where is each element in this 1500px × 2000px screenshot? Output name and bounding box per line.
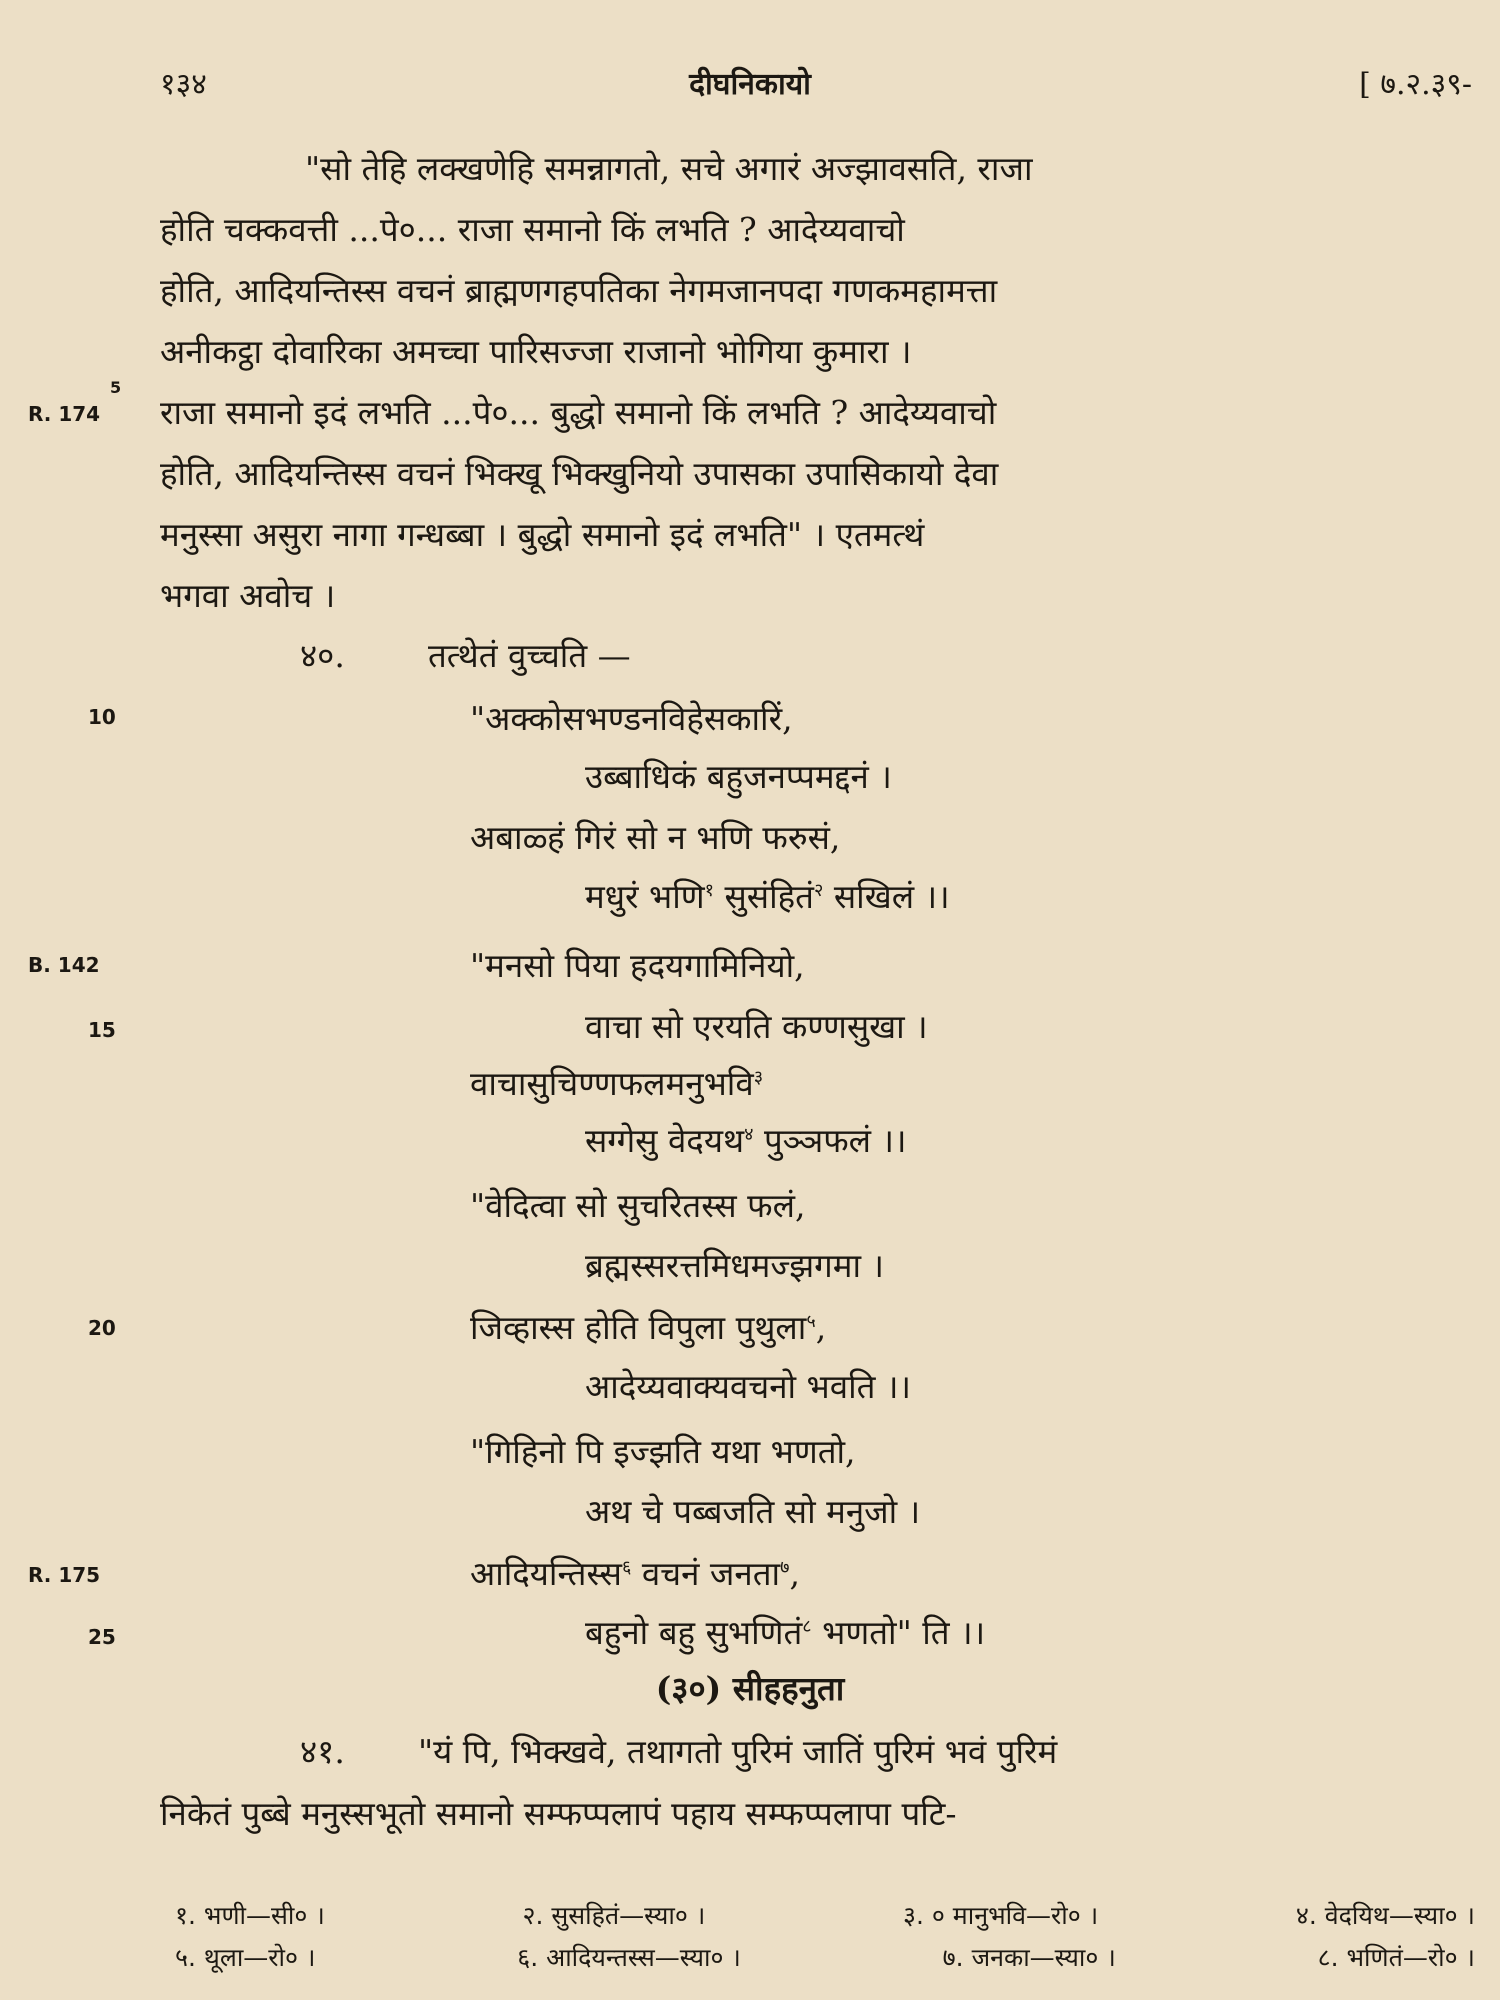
section-heading: (३०) सीहहनुता <box>655 1669 845 1708</box>
verse-line: जिव्हास्स होति विपुला पुथुला$^५$, <box>470 1308 827 1347</box>
margin-ref-r175: R. 175 <box>28 1563 101 1587</box>
verse-line: मधुरं भणि$^१$ सुसंहितं$^२$ सखिलं ।। <box>585 877 950 916</box>
book-title: दीघनिकायो <box>689 67 811 102</box>
verse-line: आदियन्तिस्स$^६$ वचनं जनता$^७$, <box>470 1554 800 1593</box>
paragraph-39 <box>160 138 1475 626</box>
footnote: ८. भणितं—रो० । <box>1317 1943 1475 1972</box>
text-line: "यं पि, भिक्खवे, तथागतो पुरिमं जातिं पुरिमं भवं पुरिमं <box>418 1732 1058 1771</box>
verse-line: सग्गेसु वेदयथ$^४$ पुञ्ञफलं ।। <box>585 1121 907 1160</box>
verse-line: वाचासुचिण्णफलमनुभवि$^३$ <box>470 1064 764 1103</box>
text-line: भगवा अवोच । <box>160 576 336 615</box>
verse-line: वाचा सो एरयति कण्णसुखा । <box>585 1007 928 1046</box>
text-line: अनीकट्ठा दोवारिका अमच्चा पारिसज्जा राजानो भोगिया कुमारा । <box>160 332 912 371</box>
margin-ref-r174: R. 174 <box>28 402 101 426</box>
verse-line: बहुनो बहु सुभणितं$^८$ भणतो" ति ।। <box>585 1613 986 1652</box>
verse-line: "वेदित्वा सो सुचरितस्स फलं, <box>470 1186 806 1225</box>
footnote: १. भणी—सी० । <box>175 1901 325 1930</box>
footnote: ६. आदियन्तस्स—स्या० । <box>517 1943 741 1972</box>
text-line: मनुस्सा असुरा नागा गन्धब्बा । बुद्धो समानो इदं लभति" । एतमत्थं <box>160 515 925 554</box>
footnote: ७. जनका—स्या० । <box>942 1943 1116 1972</box>
verse-line: उब्बाधिकं बहुजनप्पमद्दनं । <box>585 757 892 796</box>
margin-line-20: 20 <box>88 1316 116 1340</box>
section-reference: [ ७.२.३९- <box>1359 67 1472 102</box>
margin-line-10: 10 <box>88 705 116 729</box>
margin-line-25: 25 <box>88 1625 116 1649</box>
margin-line-5: 5 <box>110 378 122 397</box>
footnote: ५. थूला—रो० । <box>175 1943 316 1972</box>
footnote: ४. वेदयिथ—स्या० । <box>1295 1901 1475 1930</box>
verse-line: अथ चे पब्बजति सो मनुजो । <box>585 1492 921 1531</box>
page-number: १३४ <box>160 67 207 102</box>
footnote: २. सुसहितं—स्या० । <box>522 1901 706 1930</box>
text-line: होति चक्कवत्ती ...पे०... राजा समानो किं लभति ? आदेय्यवाचो <box>160 210 905 249</box>
verse-line: अबाळ्हं गिरं सो न भणि फरुसं, <box>470 818 841 857</box>
footnote: ३. ० मानुभवि—रो० । <box>902 1901 1099 1930</box>
footnote-row <box>175 1940 1475 1982</box>
margin-ref-b142: B. 142 <box>28 953 100 977</box>
footnotes <box>175 1898 1475 1982</box>
text-line: होति, आदियन्तिस्स वचनं ब्राह्मणगहपतिका नेगमजानपदा गणकमहामत्ता <box>160 271 998 310</box>
verse-line: ब्रह्मस्सरत्तमिधमज्झगमा । <box>585 1246 885 1285</box>
text-line: होति, आदियन्तिस्स वचनं भिक्खू भिक्खुनियो उपासका उपासिकायो देवा <box>160 454 999 493</box>
footnote-row <box>175 1898 1475 1940</box>
verse-line: "मनसो पिया हदयगामिनियो, <box>470 946 805 985</box>
text-line: राजा समानो इदं लभति ...पे०... बुद्धो समानो किं लभति ? आदेय्यवाचो <box>160 393 997 432</box>
verse-line: आदेय्यवाक्यवचनो भवति ।। <box>585 1367 911 1406</box>
paragraph-number: ४१. <box>300 1732 345 1771</box>
text-line: "सो तेहि लक्खणेहि समन्नागतो, सचे अगारं अज्झावसति, राजा <box>305 149 1033 188</box>
verse-line: "गिहिनो पि इज्झति यथा भणतो, <box>470 1432 856 1471</box>
verse-number: ४०. <box>300 636 345 675</box>
text-line: निकेतं पुब्बे मनुस्सभूतो समानो सम्फप्पलापं पहाय सम्फप्पलापा पटि- <box>160 1794 957 1833</box>
verse-intro: तत्थेतं वुच्चति — <box>428 636 631 675</box>
margin-line-15: 15 <box>88 1018 116 1042</box>
verse-line: "अक्कोसभण्डनविहेसकारिं, <box>470 699 793 738</box>
